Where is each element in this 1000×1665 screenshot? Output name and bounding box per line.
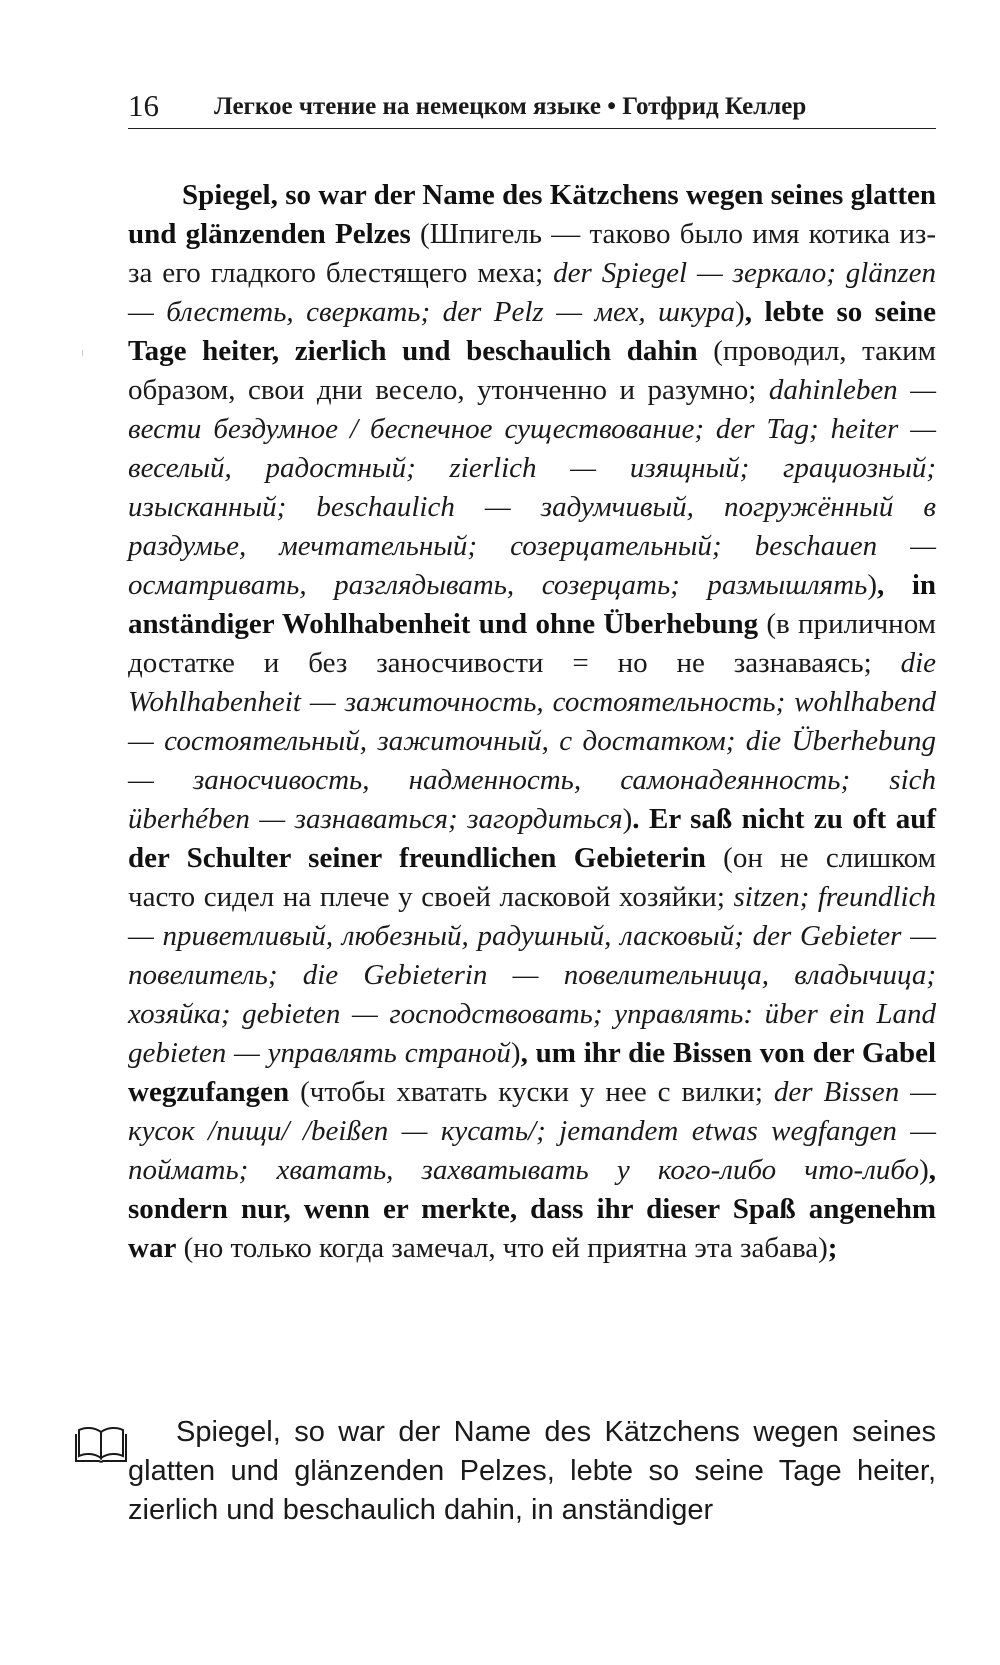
russian-translation: ) <box>735 296 745 328</box>
page-number: 16 <box>128 88 159 123</box>
russian-translation: ) <box>867 569 877 601</box>
russian-translation: ) <box>510 1037 521 1069</box>
german-phrase: ; <box>827 1232 838 1264</box>
russian-translation: ) <box>622 803 633 835</box>
margin-mark <box>82 350 83 356</box>
russian-translation: (чтобы хватать куски у нее с вилки; <box>289 1076 774 1108</box>
original-text-paragraph: Spiegel, so war der Name des Kätzchens wegen seines glatten und glänzenden Pelzes, lebte so seine Tage heiter, zierlich und beschaulich dahin, in anständiger <box>128 1416 936 1526</box>
vocabulary-note: sitzen; freundlich — приветливый, любезный, радушный, ласковый; der Gebieter — повелитель; die Gebieterin — повелительница, владычица; хозяйка; gebieten — господствовать; управлять: über ein Land gebieten — управлять страной <box>128 881 936 1069</box>
german-phrase: , sondern nur, wenn er merkte, dass ihr dieser Spaß angenehm war <box>128 1154 936 1264</box>
vocabulary-note: der Bissen — кусок /пищи/ /beißen — кусать/; jemandem etwas wegfangen — поймать; хватать, захватывать у кого-либо что-либо <box>128 1076 936 1186</box>
german-phrase: , um ihr die Bissen von der Gabel wegzufangen <box>128 1037 936 1108</box>
russian-translation: ) <box>919 1154 929 1186</box>
russian-translation: (в приличном достатке и без заносчивости = но не зазнаваясь; <box>128 608 936 679</box>
german-phrase: Spiegel, so war der Name des Kätzchens wegen seines glatten und glänzenden Pelzes <box>128 179 936 250</box>
open-book-icon <box>74 1423 128 1465</box>
russian-translation: (он не слишком часто сидел на плече у своей ласковой хозяйки; <box>128 842 936 913</box>
german-phrase: . Er saß nicht zu oft auf der Schulter seiner freundlichen Gebieterin <box>128 803 936 874</box>
vocabulary-note: dahinleben — вести бездумное / беспечное существование; der Tag; heiter — веселый, радостный; zierlich — изящный; грациозный; изысканный; beschaulich — задумчивый, погружённый в раздумье, мечтательный; созерцательный; beschauen — осматривать, разглядывать, созерцать; размышлять <box>128 374 936 601</box>
russian-translation: (Шпигель — таково было имя котика из-за его гладкого блестящего меха; <box>128 218 936 289</box>
vocabulary-note: die Wohlhabenheit — зажиточность, состоятельность; wohlhabend — состоятельный, зажиточный, с достатком; die Überhebung — заносчивость, надменность, самонадеянность; sich überhében — зазнаваться; загордиться <box>128 647 936 835</box>
german-phrase: , lebte so seine Tage heiter, zierlich und beschaulich dahin <box>128 296 937 367</box>
vocabulary-note: der Spiegel — зеркало; glänzen — блестеть, сверкать; der Pelz — мех, шкура <box>128 257 936 328</box>
annotated-text <box>128 176 936 1268</box>
page-header <box>128 88 936 129</box>
annotated-paragraph <box>128 176 936 1268</box>
german-phrase: , in anständiger Wohlhabenheit und ohne Überhebung <box>128 569 936 640</box>
russian-translation: (но только когда замечал, что ей приятна эта забава) <box>176 1232 828 1264</box>
russian-translation: (проводил, таким образом, свои дни весело, утонченно и разумно; <box>128 335 936 406</box>
running-title: Легкое чтение на немецком языке • Готфрид Келлер <box>214 93 807 120</box>
